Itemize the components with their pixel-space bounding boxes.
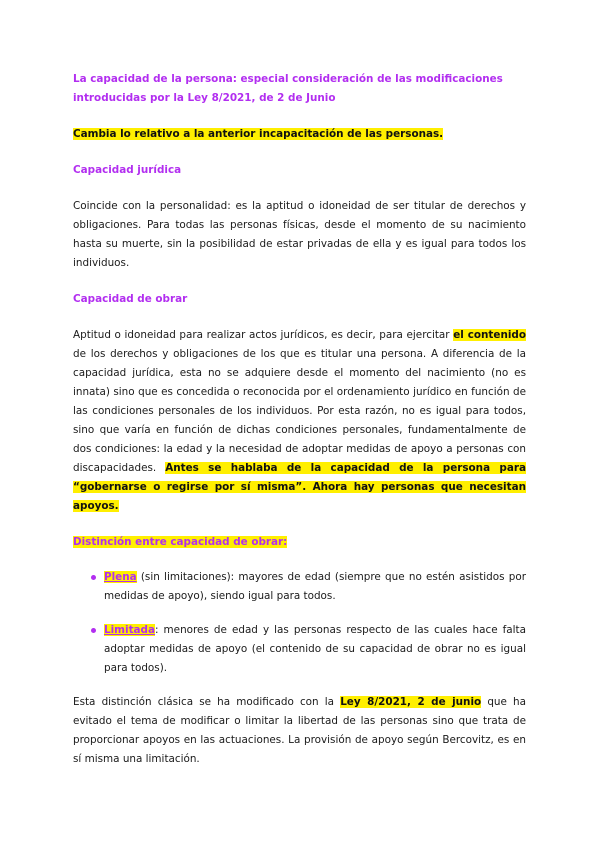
term-plena: Plena bbox=[104, 571, 137, 583]
limitada-description: : menores de edad y las personas respecto de las cuales hace falta adoptar medidas de apoyo (el contenido de su capacidad de obrar no es igual para todos). bbox=[104, 624, 526, 674]
highlight-antes-se-hablaba: Antes se hablaba de la capacidad de la persona para “gobernarse o regirse por sí misma”. Ahora hay personas que necesitan apoyos. bbox=[73, 462, 526, 512]
list-item-plena bbox=[91, 568, 526, 606]
closing-text-1: Esta distinción clásica se ha modificado con la bbox=[73, 696, 341, 708]
highlight-ley-8-2021: Ley 8/2021, 2 de junio bbox=[340, 696, 482, 708]
plena-description: (sin limitaciones): mayores de edad (siempre que no estén asistidos por medidas de apoyo), siendo igual para todos. bbox=[104, 571, 526, 602]
subtitle-highlight: Cambia lo relativo a la anterior incapacitación de las personas. bbox=[73, 128, 444, 140]
obrar-text-2: de los derechos y obligaciones de los que es titular una persona. A diferencia de la capacidad jurídica, esta no se adquiere desde el momento del nacimiento (no es innata) sino que es concedida o reconocida por el ordenamiento jurídico en función de las condiciones personales de los individuos. Por esta razón, no es igual para todos, sino que varía en función de dichas condiciones personales, fundamentalmente de dos condiciones: la edad y la necesidad de adoptar medidas de apoyo a personas con discapacidades. bbox=[73, 348, 526, 474]
obrar-text-1: Aptitud o idoneidad para realizar actos jurídicos, es decir, para ejercitar bbox=[73, 329, 454, 341]
closing-text-2: que ha evitado el tema de modificar o limitar la libertad de las personas sino que trata de proporcionar apoyos en las actuaciones. La provisión de apoyo según Bercovitz, es en sí misma una limitación. bbox=[73, 696, 527, 765]
highlight-el-contenido: el contenido bbox=[453, 329, 526, 341]
capacity-types-list bbox=[73, 568, 526, 678]
heading-distincion bbox=[73, 533, 526, 552]
paragraph-capacidad-obrar bbox=[73, 326, 526, 516]
paragraph-capacidad-juridica: Coincide con la personalidad: es la aptitud o idoneidad de ser titular de derechos y obligaciones. Para todas las personas físicas, desde el momento de su nacimiento hasta su muerte, sin la posibilidad de estar privadas de ella y es igual para todos los individuos. bbox=[73, 200, 526, 269]
document-subtitle bbox=[73, 125, 526, 144]
term-limitada: Limitada bbox=[104, 624, 155, 636]
paragraph-closing bbox=[73, 693, 526, 769]
heading-capacidad-juridica: Capacidad jurídica bbox=[73, 164, 182, 176]
heading-capacidad-obrar: Capacidad de obrar bbox=[73, 293, 188, 305]
list-item-limitada bbox=[91, 621, 526, 678]
distincion-heading-text: Distinción entre capacidad de obrar: bbox=[73, 536, 288, 548]
document-title: La capacidad de la persona: especial consideración de las modificaciones introducidas por la Ley 8/2021, de 2 de Junio bbox=[73, 73, 503, 104]
